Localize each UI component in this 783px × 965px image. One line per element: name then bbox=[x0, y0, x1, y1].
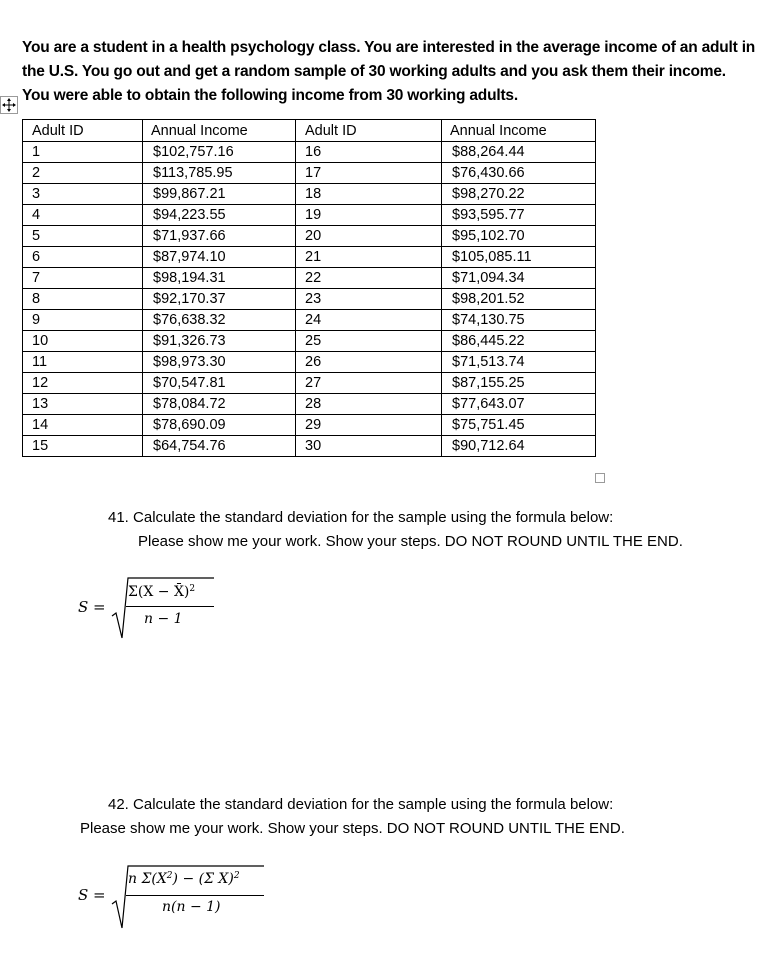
formula-2-numerator-a: n Σ(X bbox=[128, 871, 167, 887]
cell-adult-id-right: 20 bbox=[296, 226, 442, 247]
cell-annual-income-right: $87,155.25 bbox=[442, 373, 596, 394]
cell-annual-income-left: $76,638.32 bbox=[143, 310, 296, 331]
table-row bbox=[23, 373, 596, 394]
formula-2-denominator: n(n − 1) bbox=[162, 899, 221, 915]
table-row bbox=[23, 142, 596, 163]
cell-annual-income-left: $87,974.10 bbox=[143, 247, 296, 268]
cell-adult-id-left: 12 bbox=[23, 373, 143, 394]
intro-paragraph bbox=[22, 36, 780, 108]
cell-adult-id-left: 13 bbox=[23, 394, 143, 415]
cell-adult-id-left: 14 bbox=[23, 415, 143, 436]
cell-adult-id-right: 17 bbox=[296, 163, 442, 184]
formula-2-numerator bbox=[128, 871, 240, 887]
cell-annual-income-left: $94,223.55 bbox=[143, 205, 296, 226]
cell-adult-id-right: 26 bbox=[296, 352, 442, 373]
table-row bbox=[23, 310, 596, 331]
table-row bbox=[23, 289, 596, 310]
cell-adult-id-left: 3 bbox=[23, 184, 143, 205]
cell-adult-id-left: 8 bbox=[23, 289, 143, 310]
cell-adult-id-left: 11 bbox=[23, 352, 143, 373]
formula-2-lhs: S = bbox=[78, 886, 106, 904]
cell-adult-id-right: 22 bbox=[296, 268, 442, 289]
cell-annual-income-left: $78,690.09 bbox=[143, 415, 296, 436]
cell-annual-income-left: $102,757.16 bbox=[143, 142, 296, 163]
cell-annual-income-left: $99,867.21 bbox=[143, 184, 296, 205]
cell-annual-income-right: $90,712.64 bbox=[442, 436, 596, 457]
table-row bbox=[23, 415, 596, 436]
table-resize-handle-icon[interactable] bbox=[595, 473, 605, 483]
cell-annual-income-left: $113,785.95 bbox=[143, 163, 296, 184]
header-adult-id-1: Adult ID bbox=[23, 120, 143, 142]
cell-adult-id-left: 5 bbox=[23, 226, 143, 247]
table-row bbox=[23, 268, 596, 289]
cell-annual-income-right: $77,643.07 bbox=[442, 394, 596, 415]
cell-annual-income-right: $98,201.52 bbox=[442, 289, 596, 310]
header-adult-id-2: Adult ID bbox=[296, 120, 442, 142]
cell-annual-income-right: $76,430.66 bbox=[442, 163, 596, 184]
cell-adult-id-right: 18 bbox=[296, 184, 442, 205]
formula-1-numerator-exp: 2 bbox=[189, 584, 196, 594]
formula-1-lhs: S = bbox=[78, 598, 106, 616]
formula-1-denominator: n − 1 bbox=[144, 611, 183, 627]
cell-annual-income-left: $70,547.81 bbox=[143, 373, 296, 394]
formula-1-sqrt-icon bbox=[78, 570, 278, 650]
intro-line-2: the U.S. You go out and get a random sample of 30 working adults and you ask them their income. bbox=[22, 63, 726, 80]
cell-adult-id-left: 7 bbox=[23, 268, 143, 289]
cell-annual-income-left: $91,326.73 bbox=[143, 331, 296, 352]
cell-adult-id-right: 23 bbox=[296, 289, 442, 310]
question-41 bbox=[108, 506, 683, 554]
cell-annual-income-right: $95,102.70 bbox=[442, 226, 596, 247]
question-41-line-2: Please show me your work. Show your steps. DO NOT ROUND UNTIL THE END. bbox=[138, 533, 683, 550]
cell-adult-id-right: 28 bbox=[296, 394, 442, 415]
income-table bbox=[22, 119, 596, 457]
formula-2-fraction-bar bbox=[126, 895, 264, 896]
cell-annual-income-left: $78,084.72 bbox=[143, 394, 296, 415]
formula-2-numerator-b-exp: 2 bbox=[233, 871, 240, 881]
formula-1-numerator bbox=[128, 584, 195, 600]
table-row bbox=[23, 184, 596, 205]
cell-adult-id-right: 19 bbox=[296, 205, 442, 226]
cell-adult-id-right: 24 bbox=[296, 310, 442, 331]
cell-annual-income-right: $105,085.11 bbox=[442, 247, 596, 268]
cell-adult-id-left: 6 bbox=[23, 247, 143, 268]
table-row bbox=[23, 163, 596, 184]
cell-annual-income-right: $71,094.34 bbox=[442, 268, 596, 289]
cell-annual-income-right: $88,264.44 bbox=[442, 142, 596, 163]
formula-1-fraction-bar bbox=[126, 606, 214, 607]
cell-adult-id-left: 4 bbox=[23, 205, 143, 226]
cell-annual-income-right: $74,130.75 bbox=[442, 310, 596, 331]
cell-annual-income-left: $92,170.37 bbox=[143, 289, 296, 310]
cell-annual-income-left: $98,194.31 bbox=[143, 268, 296, 289]
question-42-line-1: 42. Calculate the standard deviation for the sample using the formula below: bbox=[108, 796, 614, 813]
formula-1-numerator-main: Σ(X − X̄) bbox=[128, 584, 190, 600]
cell-adult-id-right: 30 bbox=[296, 436, 442, 457]
table-row bbox=[23, 331, 596, 352]
cell-adult-id-left: 10 bbox=[23, 331, 143, 352]
cell-annual-income-right: $98,270.22 bbox=[442, 184, 596, 205]
cell-adult-id-right: 25 bbox=[296, 331, 442, 352]
formula-2-numerator-a-exp: 2 bbox=[166, 871, 173, 881]
table-row bbox=[23, 247, 596, 268]
cell-adult-id-left: 9 bbox=[23, 310, 143, 331]
header-annual-income-1: Annual Income bbox=[143, 120, 296, 142]
formula-sd-computational bbox=[78, 860, 338, 940]
question-41-line-1: 41. Calculate the standard deviation for the sample using the formula below: bbox=[108, 509, 614, 526]
table-row bbox=[23, 352, 596, 373]
cell-annual-income-left: $98,973.30 bbox=[143, 352, 296, 373]
intro-line-1: You are a student in a health psychology class. You are interested in the average income of an adult in bbox=[22, 39, 756, 56]
cell-annual-income-right: $71,513.74 bbox=[442, 352, 596, 373]
table-row bbox=[23, 436, 596, 457]
table-row bbox=[23, 226, 596, 247]
cell-annual-income-right: $86,445.22 bbox=[442, 331, 596, 352]
table-row bbox=[23, 394, 596, 415]
intro-line-3: You were able to obtain the following income from 30 working adults. bbox=[22, 87, 518, 104]
cell-adult-id-right: 21 bbox=[296, 247, 442, 268]
cell-adult-id-right: 29 bbox=[296, 415, 442, 436]
header-annual-income-2: Annual Income bbox=[442, 120, 596, 142]
question-42-line-2: Please show me your work. Show your steps. DO NOT ROUND UNTIL THE END. bbox=[80, 820, 625, 837]
cell-adult-id-right: 16 bbox=[296, 142, 442, 163]
cell-adult-id-left: 15 bbox=[23, 436, 143, 457]
formula-2-numerator-b: ) − (Σ X) bbox=[172, 871, 234, 887]
table-header-row bbox=[23, 120, 596, 142]
cell-adult-id-left: 1 bbox=[23, 142, 143, 163]
cell-annual-income-right: $93,595.77 bbox=[442, 205, 596, 226]
table-move-handle-icon[interactable] bbox=[0, 96, 18, 114]
cell-adult-id-right: 27 bbox=[296, 373, 442, 394]
cell-adult-id-left: 2 bbox=[23, 163, 143, 184]
formula-sd-definitional bbox=[78, 570, 278, 650]
table-row bbox=[23, 205, 596, 226]
cell-annual-income-left: $64,754.76 bbox=[143, 436, 296, 457]
cell-annual-income-left: $71,937.66 bbox=[143, 226, 296, 247]
cell-annual-income-right: $75,751.45 bbox=[442, 415, 596, 436]
